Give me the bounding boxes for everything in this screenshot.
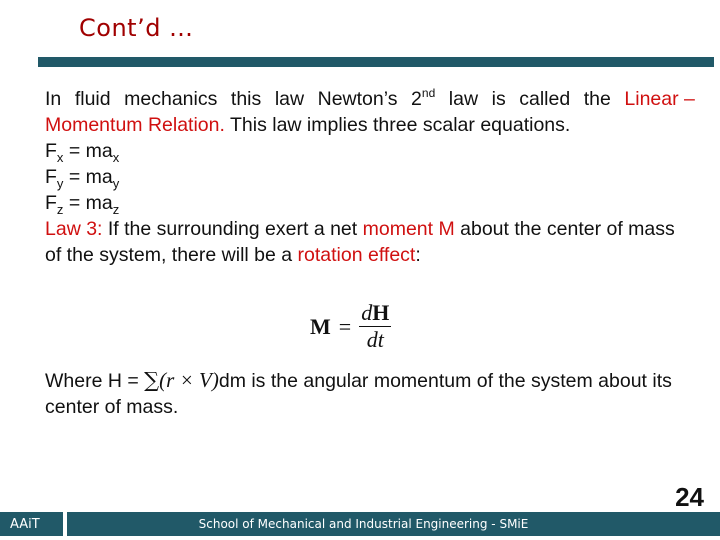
highlight-linear: Linear – xyxy=(624,88,695,110)
equation-fx: $F_x = ma_x$ xyxy=(45,140,120,165)
title-divider-bar xyxy=(38,57,714,67)
highlight-rotation-effect: rotation effect xyxy=(297,244,416,266)
word: called xyxy=(519,88,571,110)
footer-institution: AAiT xyxy=(0,512,63,536)
where-paragraph: Where H = ∑(r × V)dm is the angular momentum of the system about its center of mass. xyxy=(45,368,672,418)
paragraph-line-1 xyxy=(45,86,695,112)
word: In xyxy=(45,88,62,110)
page-number: 24 xyxy=(675,482,704,512)
word-ordinal: 2nd xyxy=(411,86,436,110)
formula-lhs: M xyxy=(310,313,331,339)
slide-title: Cont’d … xyxy=(79,14,194,42)
highlight-momentum-relation: Momentum Relation. xyxy=(45,114,225,136)
word: mechanics xyxy=(124,88,218,110)
word: is xyxy=(491,88,506,110)
paragraph-line-2: Momentum Relation. This law implies three scalar equations. xyxy=(45,114,571,136)
slide-body xyxy=(45,86,695,268)
formula-numerator: dH xyxy=(361,300,390,325)
equation-fz: $F_z = ma_z$ xyxy=(45,192,120,217)
law-3-paragraph: Law 3: If the surrounding exert a net moment M about the center of mass of the system, there will be a rotation effect: xyxy=(45,218,675,266)
formula-equals: = xyxy=(338,313,352,339)
word: fluid xyxy=(74,88,111,110)
highlight-moment: moment M xyxy=(362,218,455,240)
law-3-label: Law 3: xyxy=(45,218,103,240)
formula-denominator: dt xyxy=(366,327,384,352)
word: law xyxy=(274,88,305,110)
footer-school: School of Mechanical and Industrial Engineering - SMiE xyxy=(67,512,720,536)
moment-formula xyxy=(310,300,391,353)
equation-fy: $F_y = ma_y$ xyxy=(45,166,120,191)
formula-fraction xyxy=(359,300,391,353)
word: Newton’s xyxy=(317,88,398,110)
word: the xyxy=(583,88,611,110)
newton-second-law-paragraph xyxy=(45,86,695,138)
word: law xyxy=(448,88,479,110)
word: this xyxy=(230,88,262,110)
angular-momentum-expression: ∑(r × V) xyxy=(144,368,219,392)
